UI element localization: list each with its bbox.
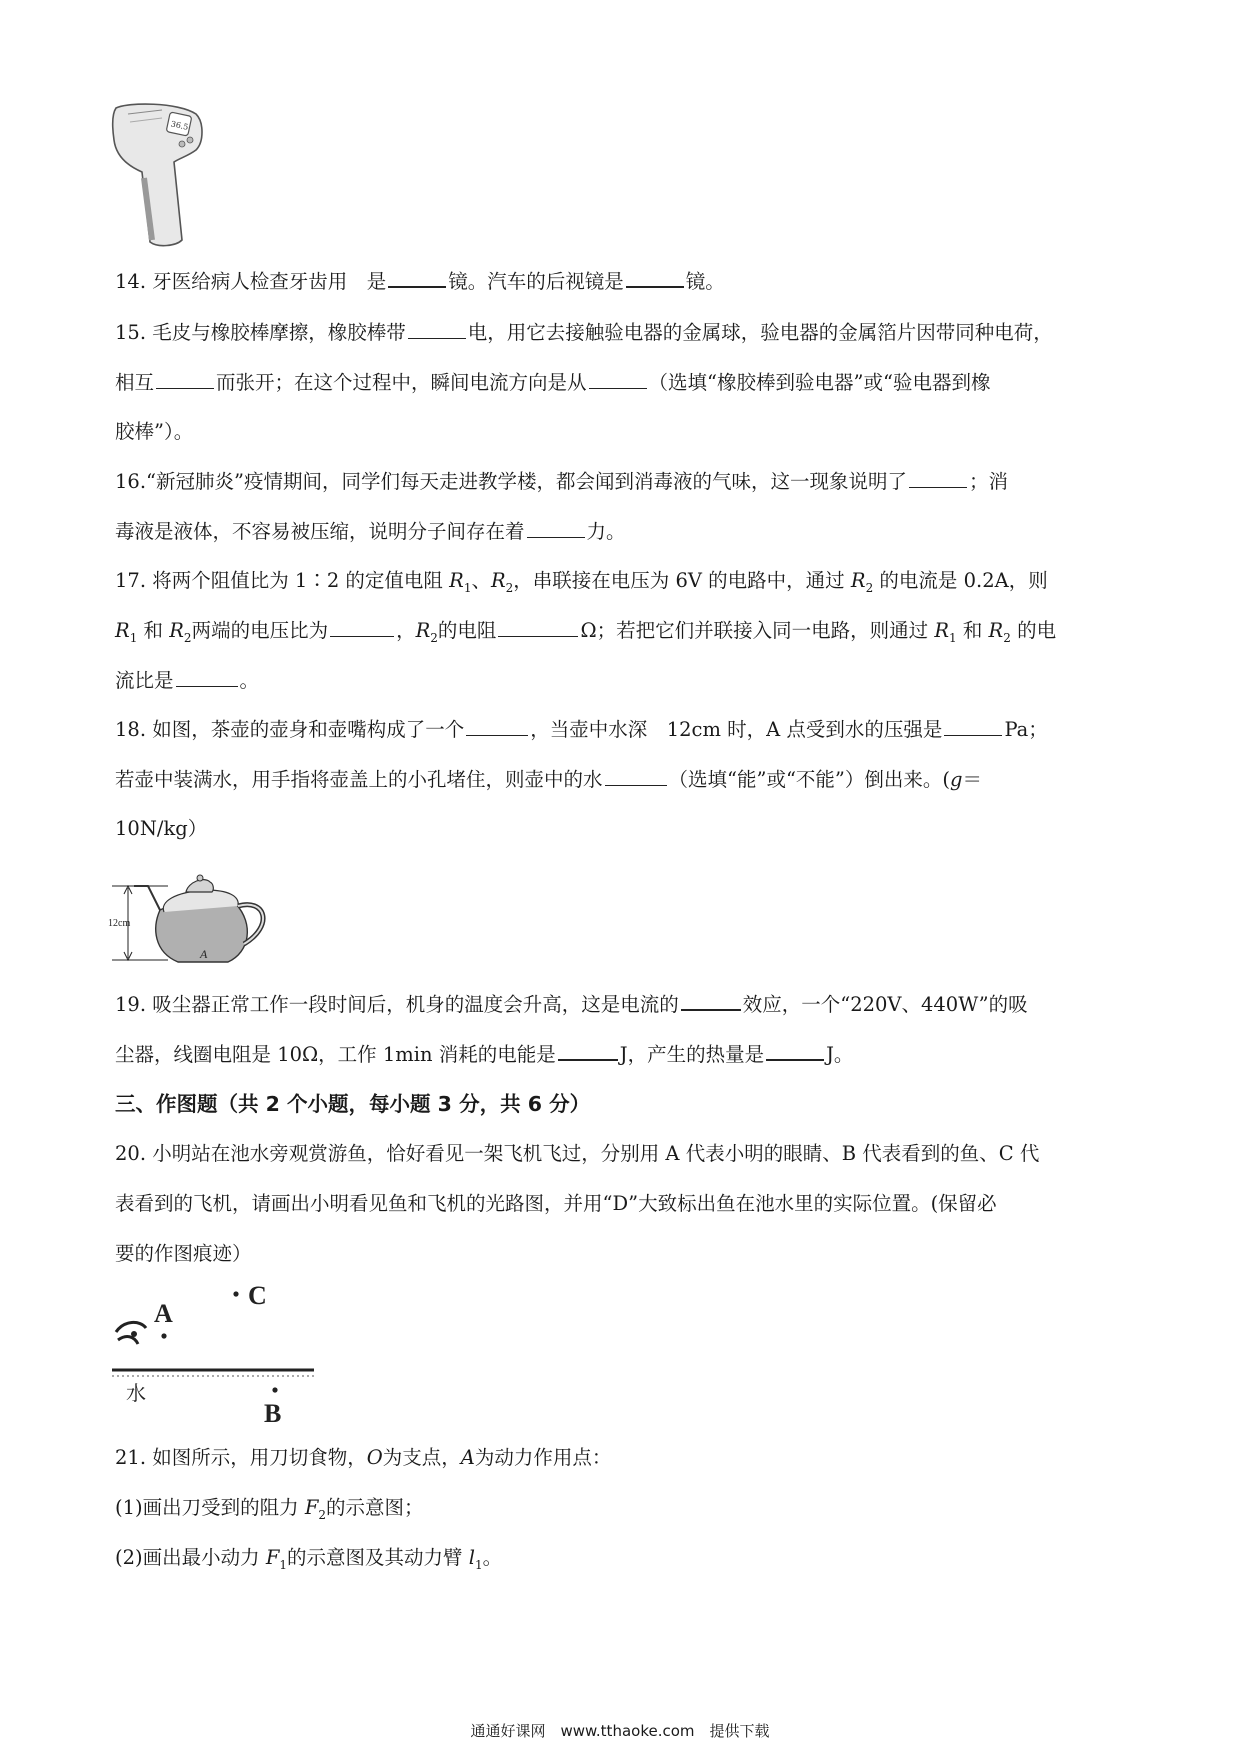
q17-text: 、 [471, 569, 491, 592]
q15-text: 而张开；在这个过程中，瞬间电流方向是从 [216, 371, 587, 394]
q18-blank-2 [944, 734, 1002, 736]
pond-figure [108, 1270, 318, 1430]
q21-text: 21. 如图所示，用刀切食物， [115, 1446, 367, 1469]
question-19-line-1 [115, 989, 1028, 1017]
r-symbol: R [934, 619, 949, 642]
thermometer-gun-image [108, 100, 208, 250]
q15-blank-1 [408, 337, 466, 339]
q19-blank-1 [681, 1008, 741, 1011]
f-symbol: F [265, 1546, 280, 1569]
r-symbol: R [490, 569, 506, 592]
question-15-line-1 [115, 317, 1053, 345]
q16-text: 毒液是液体，不容易被压缩，说明分子间存在着 [115, 520, 525, 543]
q17-text: 。 [239, 669, 260, 692]
question-21-line-2 [115, 1492, 424, 1522]
g-symbol: g [950, 768, 963, 791]
q17-text: 的电流是 0.2A，则 [873, 569, 1048, 592]
question-18-line-2 [115, 764, 982, 792]
question-17-line-2 [115, 615, 1056, 645]
question-18-line-3 [115, 813, 207, 841]
q14-text-a: 14. 牙医给病人检查牙齿用 是 [115, 270, 387, 293]
q21-text: 。 [482, 1546, 503, 1569]
r-symbol: R [415, 619, 431, 642]
label-a: A [154, 1299, 173, 1328]
q15-text: 15. 毛皮与橡胶棒摩擦，橡胶棒带 [115, 321, 406, 344]
water-label: 水 [126, 1381, 146, 1405]
subscript: 1 [463, 580, 472, 595]
question-16-line-1 [115, 466, 1008, 494]
question-20-line-3: 要的作图痕迹） [115, 1242, 252, 1265]
subscript: 2 [318, 1507, 326, 1522]
q17-text: 17. 将两个阻值比为 1∶2 的定值电阻 [115, 569, 450, 592]
q19-blank-2 [558, 1058, 618, 1061]
subscript: 2 [505, 580, 514, 595]
section-3-title: 三、作图题（共 2 个小题，每小题 3 分，共 6 分） [115, 1092, 591, 1116]
question-20-line-1: 20. 小明站在池水旁观赏游鱼，恰好看见一架飞机飞过，分别用 A 代表小明的眼睛、B 代表看到的鱼、C 代 [115, 1142, 1040, 1165]
q14-text-b: 镜。汽车的后视镜是 [448, 270, 624, 293]
q17-blank-2 [498, 635, 578, 637]
q18-text: ＝ [962, 768, 982, 791]
question-19-line-2 [115, 1039, 853, 1067]
q15-text: （选填“橡胶棒到验电器”或“验电器到橡 [648, 371, 991, 394]
q16-text: 力。 [586, 520, 626, 543]
q18-text: 若壶中装满水，用手指将壶盖上的小孔堵住，则壶中的水 [115, 768, 603, 791]
q17-text: 流比是 [115, 669, 174, 692]
q14-text-c: 镜。 [685, 270, 725, 293]
q18-text: Pa； [1004, 718, 1048, 741]
q19-text: 19. 吸尘器正常工作一段时间后，机身的温度会升高，这是电流的 [115, 993, 679, 1016]
label-c: C [248, 1281, 267, 1310]
subscript: 2 [865, 580, 874, 595]
q17-blank-3 [176, 685, 238, 687]
q15-blank-2 [156, 387, 214, 389]
subscript: 1 [949, 630, 957, 645]
o-symbol: O [366, 1446, 383, 1469]
q21-text: 为动力作用点： [474, 1446, 612, 1469]
question-21-line-3 [115, 1542, 502, 1572]
q16-text: ；消 [968, 470, 1008, 493]
question-20-line-2: 表看到的飞机，请画出小明看见鱼和飞机的光路图，并用“D”大致标出鱼在池水里的实际位置。(保留必 [115, 1192, 997, 1215]
q18-text: 18. 如图，茶壶的壶身和壶嘴构成了一个 [115, 718, 465, 741]
r-symbol: R [850, 569, 866, 592]
teapot-figure [108, 872, 283, 972]
q18-blank-3 [605, 784, 667, 786]
q17-text: 的电 [1010, 619, 1057, 642]
q18-text: （选填“能”或“不能”）倒出来。( [668, 768, 950, 791]
eye-icon [116, 1322, 146, 1344]
q18-text: ，当壶中水深 12cm 时，A 点受到水的压强是 [530, 718, 943, 741]
r-symbol: R [988, 619, 1004, 642]
q17-text: 和 [956, 619, 989, 642]
point-a-label: A [200, 947, 208, 961]
q21-text: (2)画出最小动力 [115, 1546, 266, 1569]
label-b: B [264, 1399, 282, 1428]
q21-text: (1)画出刀受到的阻力 [115, 1496, 305, 1519]
question-21-line-1 [115, 1442, 611, 1470]
l-symbol: l [468, 1546, 475, 1569]
q16-blank-2 [527, 536, 585, 538]
q14-blank-2 [626, 285, 684, 288]
subscript: 1 [474, 1557, 483, 1572]
teapot-depth-label: 12cm [108, 918, 131, 929]
q19-text: J，产生的热量是 [619, 1043, 765, 1066]
thermometer-screen-reading: 36.5 [169, 119, 190, 132]
question-18-line-1 [115, 714, 1048, 742]
q15-blank-3 [589, 387, 647, 389]
q19-text: 尘器，线圈电阻是 10Ω，工作 1min 消耗的电能是 [115, 1043, 556, 1066]
a-symbol: A [460, 1446, 475, 1469]
subscript: 1 [129, 630, 138, 645]
q17-blank-1 [330, 635, 394, 637]
q15-text: 电，用它去接触验电器的金属球，验电器的金属箔片因带同种电荷， [467, 321, 1053, 344]
subscript: 2 [183, 630, 192, 645]
q19-text: 效应，一个“220V、440W”的吸 [742, 993, 1028, 1016]
q17-text: ，串联接在电压为 6V 的电路中，通过 [513, 569, 851, 592]
q15-text: 胶棒”）。 [115, 420, 194, 443]
q21-text: 的示意图及其动力臂 [287, 1546, 469, 1569]
question-17-line-1 [115, 565, 1048, 595]
subscript: 2 [430, 630, 438, 645]
q17-text: 和 [137, 619, 170, 642]
question-15-line-3 [115, 416, 193, 444]
q16-blank-1 [909, 486, 967, 488]
question-15-line-2 [115, 367, 990, 395]
q18-text: 10N/kg） [115, 817, 208, 840]
question-16-line-2 [115, 516, 626, 544]
q19-blank-3 [766, 1058, 824, 1061]
q17-text: ， [396, 619, 416, 642]
footer-source: 通通好课网 www.tthaoke.com 提供下载 [470, 1722, 770, 1740]
q16-text: 16.“新冠肺炎”疫情期间，同学们每天走进教学楼，都会闻到消毒液的气味，这一现象说明了 [115, 470, 907, 493]
r-symbol: R [449, 569, 464, 592]
subscript: 2 [1003, 630, 1011, 645]
question-14 [115, 266, 725, 294]
q21-text: 为支点， [382, 1446, 461, 1469]
f-symbol: F [304, 1496, 319, 1519]
q19-text: J。 [826, 1043, 854, 1066]
subscript: 1 [279, 1557, 287, 1572]
q17-text: 两端的电压比为 [191, 619, 329, 642]
question-17-line-3 [115, 665, 259, 693]
q18-blank-1 [466, 734, 528, 736]
q21-text: 的示意图； [326, 1496, 424, 1519]
q14-blank-1 [388, 285, 446, 288]
r-symbol: R [169, 619, 184, 642]
q15-text: 相互 [115, 371, 155, 394]
q17-text: 的电阻 [437, 619, 497, 642]
q17-text: Ω；若把它们并联接入同一电路，则通过 [580, 619, 935, 642]
r-symbol: R [115, 619, 130, 642]
